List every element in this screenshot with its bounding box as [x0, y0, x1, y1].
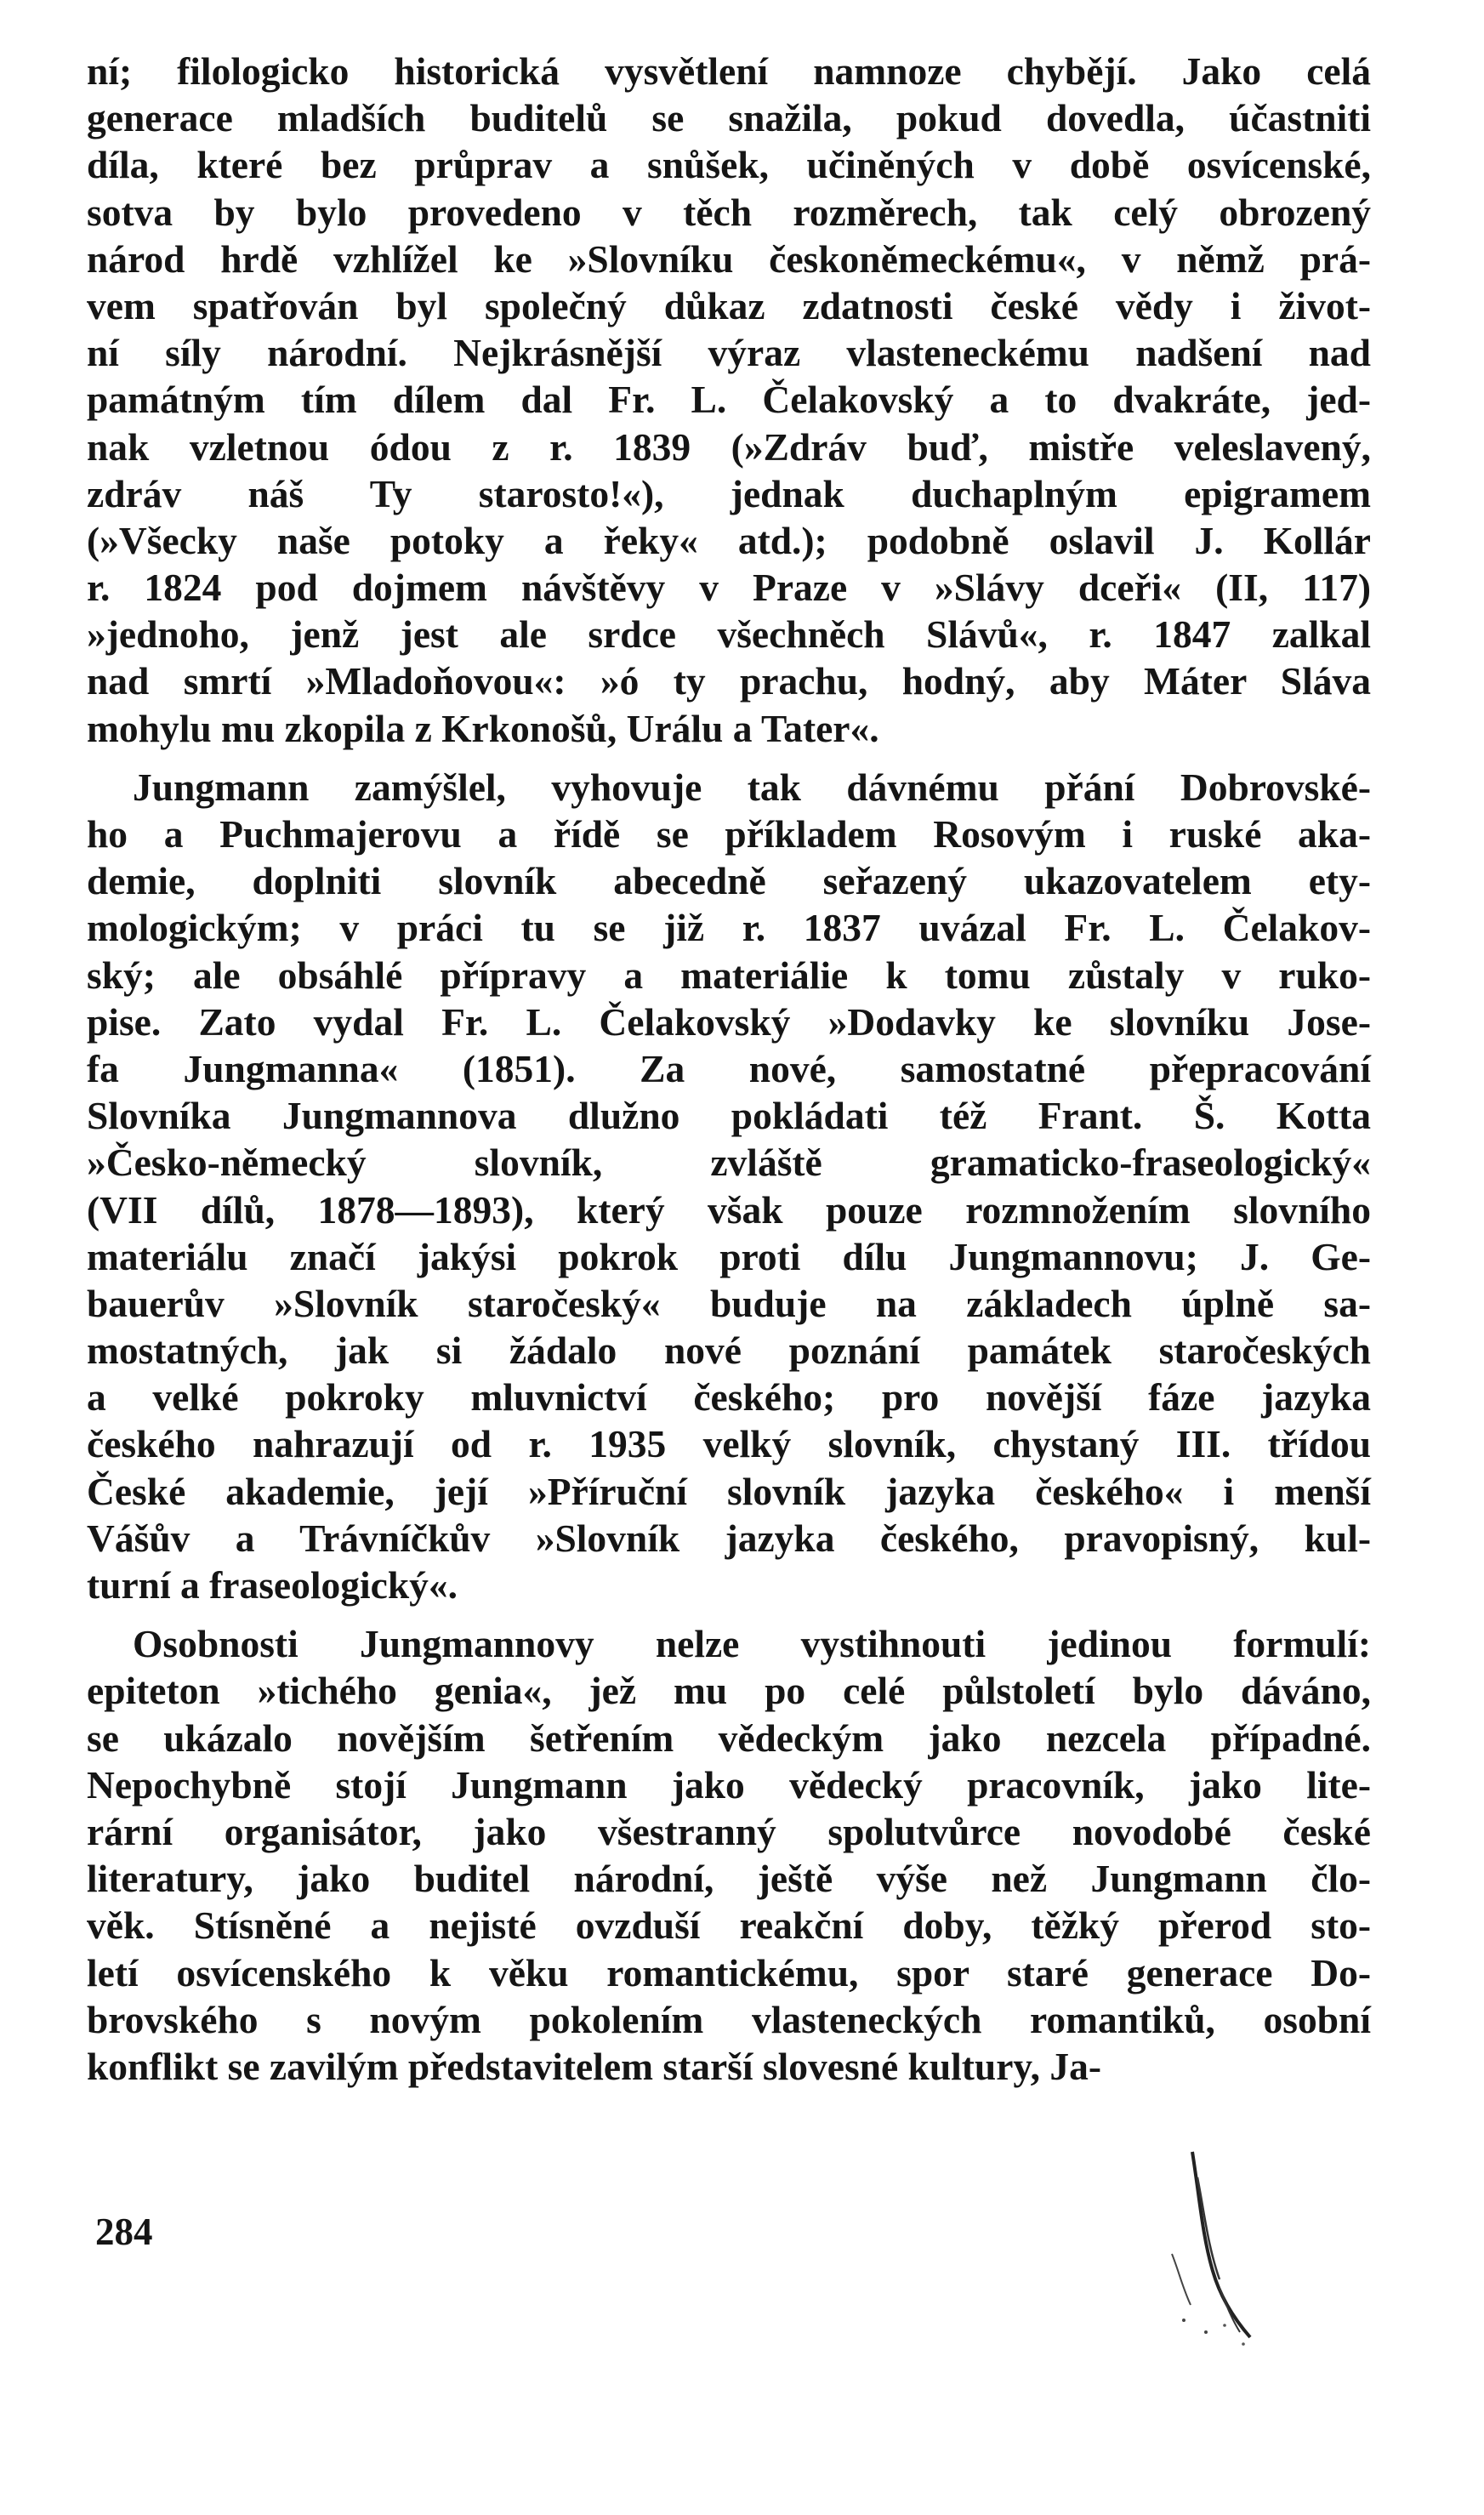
- text-line: rární organisátor, jako všestranný spolutvůrce novodobé české: [87, 1809, 1371, 1853]
- text-line: nak vzletnou ódou z r. 1839 (»Zdráv buď, mistře veleslavený,: [87, 424, 1371, 469]
- text-line: ní; filologicko historická vysvětlení namnoze chybějí. Jako celá: [87, 49, 1371, 93]
- text-line: se ukázalo novějším šetřením vědeckým jako nezcela případné.: [87, 1716, 1371, 1760]
- text-line: a velké pokroky mluvnictví českého; pro novější fáze jazyka: [87, 1375, 1371, 1420]
- text-line: fa Jungmanna« (1851). Za nové, samostatné přepracování: [87, 1046, 1371, 1090]
- text-line: České akademie, její »Příruční slovník jazyka českého« i menší: [87, 1469, 1371, 1513]
- paragraph: [87, 764, 1371, 1608]
- text-line: ní síly národní. Nejkrásnější výraz vlasteneckému nadšení nad: [87, 331, 1371, 375]
- text-line: českého nahrazují od r. 1935 velký slovník, chystaný III. třídou: [87, 1422, 1371, 1466]
- text-line: Vášův a Trávníčkův »Slovník jazyka českého, pravopisný, kul-: [87, 1516, 1371, 1560]
- text-line: konflikt se zavilým představitelem starší slovesné kultury, Ja-: [87, 2044, 1102, 2088]
- text-line: národ hrdě vzhlížel ke »Slovníku českoněmeckému«, v němž prá-: [87, 236, 1371, 281]
- text-line: Jungmann zamýšlel, vyhovuje tak dávnému přání Dobrovské-: [133, 765, 1371, 809]
- text-line: mostatných, jak si žádalo nové poznání památek staročeských: [87, 1329, 1371, 1373]
- text-line: ský; ale obsáhlé přípravy a materiálie k tomu zůstaly v ruko-: [87, 953, 1371, 997]
- text-line: mohylu mu zkopila z Krkonošů, Urálu a Tater«.: [87, 706, 879, 750]
- text-line: věk. Stísněné a nejisté ovzduší reakční doby, těžký přerod sto-: [87, 1903, 1371, 1948]
- text-line: »Česko-německý slovník, zvláště gramaticko-fraseologický«: [87, 1141, 1371, 1185]
- text-line: mologickým; v práci tu se již r. 1837 uvázal Fr. L. Čelakov-: [87, 906, 1371, 950]
- text-line: letí osvícenského k věku romantickému, spor staré generace Do-: [87, 1950, 1371, 1994]
- text-line: památným tím dílem dal Fr. L. Čelakovský a to dvakráte, jed-: [87, 378, 1371, 422]
- text-line: nad smrtí »Mladoňovou«: »ó ty prachu, hodný, aby Máter Sláva: [87, 659, 1371, 703]
- text-line: Slovníka Jungmannova dlužno pokládati též Frant. Š. Kotta: [87, 1094, 1371, 1138]
- text-line: sotva by bylo provedeno v těch rozměrech, tak celý obrozený: [87, 190, 1371, 234]
- text-line: díla, které bez průprav a snůšek, učiněných v době osvícenské,: [87, 143, 1371, 187]
- text-line: vem spatřován byl společný důkaz zdatnosti české vědy i život-: [87, 283, 1371, 327]
- page-number: 284: [95, 2211, 153, 2253]
- text-line: brovského s novým pokolením vlasteneckých romantiků, osobní: [87, 1997, 1371, 2041]
- text-line: »jednoho, jenž jest ale srdce všechněch Slávů«, r. 1847 zalkal: [87, 612, 1371, 657]
- text-line: epiteton »tichého genia«, jež mu po celé půlstoletí bylo dáváno,: [87, 1669, 1371, 1713]
- text-line: demie, doplniti slovník abecedně seřazený ukazovatelem ety-: [87, 859, 1371, 903]
- text-line: turní a fraseologický«.: [87, 1563, 458, 1607]
- text-line: r. 1824 pod dojmem návštěvy v Praze v »Slávy dceři« (II, 117): [87, 566, 1371, 610]
- text-line: Osobnosti Jungmannovy nelze vystihnouti jedinou formulí:: [133, 1622, 1371, 1666]
- text-line: ho a Puchmajerovu a řídě se příkladem Rosovým i ruské aka-: [87, 812, 1371, 856]
- text-line: pise. Zato vydal Fr. L. Čelakovský »Dodavky ke slovníku Jose-: [87, 999, 1371, 1044]
- text-line: (»Všecky naše potoky a řeky« atd.); podobně oslavil J. Kollár: [87, 518, 1371, 562]
- paragraph: [87, 48, 1371, 752]
- text-line: literatury, jako buditel národní, ještě výše než Jungmann člo-: [87, 1857, 1371, 1901]
- text-line: zdráv náš Ty starosto!«), jednak duchaplným epigramem: [87, 471, 1371, 515]
- text-line: Nepochybně stojí Jungmann jako vědecký pracovník, jako lite-: [87, 1762, 1371, 1807]
- text-line: (VII dílů, 1878—1893), který však pouze rozmnožením slovního: [87, 1187, 1371, 1232]
- ink-scratch-mark: [1131, 2143, 1284, 2347]
- text-line: materiálu značí jakýsi pokrok proti dílu Jungmannovu; J. Ge-: [87, 1234, 1371, 1278]
- text-line: generace mladších buditelů se snažila, pokud dovedla, účastniti: [87, 96, 1371, 140]
- paragraph: [87, 1620, 1371, 2090]
- body-text: [87, 48, 1371, 2090]
- text-line: bauerův »Slovník staročeský« buduje na základech úplně sa-: [87, 1281, 1371, 1325]
